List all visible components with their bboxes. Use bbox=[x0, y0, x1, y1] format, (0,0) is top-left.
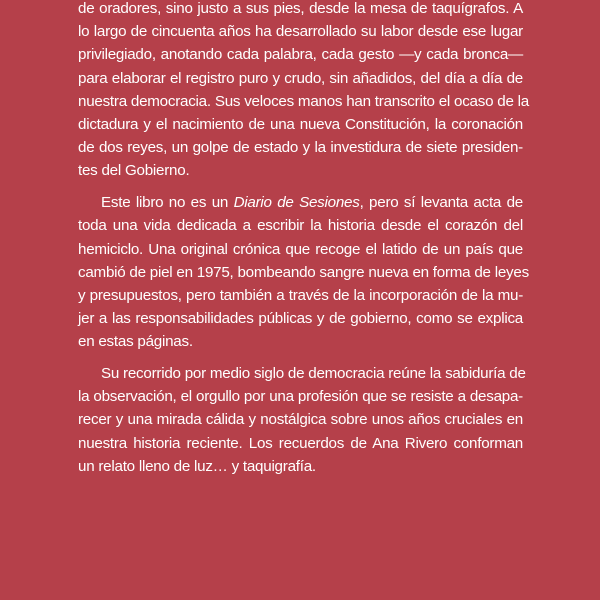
synopsis-text bbox=[78, 0, 529, 487]
text-line: privilegiado, anotando cada palabra, cada gesto —y cada bronca— bbox=[78, 46, 523, 64]
text-line: la observación, el orgullo por una profesión que se resiste a desapa- bbox=[78, 388, 523, 406]
text-line: toda una vida dedicada a escribir la historia desde el corazón del bbox=[78, 217, 523, 235]
text-line: cambió de piel en 1975, bombeando sangre nueva en forma de leyes bbox=[78, 263, 529, 281]
text-line: en estas páginas. bbox=[78, 333, 193, 351]
text-line: hemiciclo. Una original crónica que recoge el latido de un país que bbox=[78, 240, 523, 258]
text-line: jer a las responsabilidades públicas y de gobierno, como se explica bbox=[78, 310, 523, 328]
text-line: lo largo de cincuenta años ha desarrollado su labor desde ese lugar bbox=[78, 23, 523, 41]
text-line: tes del Gobierno. bbox=[78, 162, 190, 180]
text-line: de oradores, sino justo a sus pies, desde la mesa de taquígrafos. A bbox=[78, 0, 523, 17]
book-title-italic: Diario de Sesiones bbox=[233, 194, 360, 212]
paragraph-3 bbox=[78, 362, 526, 478]
text-run: , pero sí levanta acta de bbox=[359, 194, 524, 212]
text-line: dictadura y el nacimiento de una nueva Constitución, la coronación bbox=[78, 116, 523, 134]
paragraph-1 bbox=[78, 0, 529, 183]
text-line: y presupuestos, pero también a través de la incorporación de la mu- bbox=[78, 286, 523, 304]
paragraph-2 bbox=[78, 191, 529, 353]
text-line: nuestra democracia. Sus veloces manos han transcrito el ocaso de la bbox=[78, 92, 529, 110]
text-line: para elaborar el registro puro y crudo, sin añadidos, del día a día de bbox=[78, 69, 523, 87]
text-line: de dos reyes, un golpe de estado y la investidura de siete presiden- bbox=[78, 139, 523, 157]
text-line: nuestra historia reciente. Los recuerdos de Ana Rivero conforman bbox=[78, 434, 523, 452]
text-line-first bbox=[78, 191, 523, 214]
text-run: Este libro no es un bbox=[101, 194, 234, 212]
text-line: un relato lleno de luz… y taquigrafía. bbox=[78, 457, 316, 475]
text-line-first: Su recorrido por medio siglo de democracia reúne la sabiduría de bbox=[101, 365, 526, 383]
text-line: recer y una mirada cálida y nostálgica sobre unos años cruciales en bbox=[78, 411, 523, 429]
